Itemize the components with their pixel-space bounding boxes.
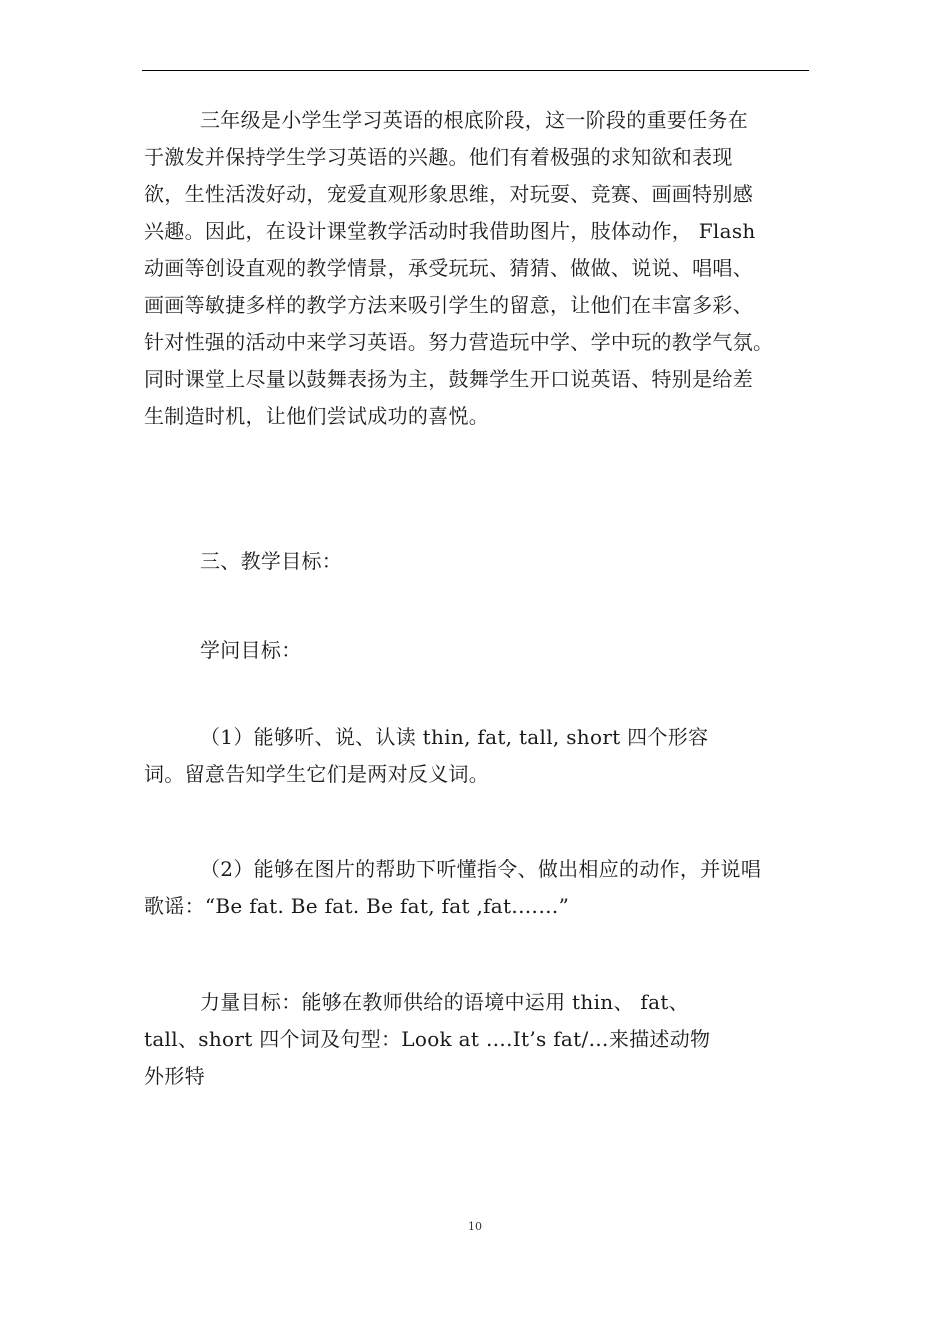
section-heading-text: 三、教学目标： xyxy=(200,549,343,573)
text-line: 兴趣。因此，在设计课堂教学活动时我借助图片，肢体动作， Flash xyxy=(144,219,756,243)
text-line: 力量目标：能够在教师供给的语境中运用 thin、 fat、 xyxy=(200,990,689,1014)
text-line: 三年级是小学生学习英语的根底阶段，这一阶段的重要任务在 xyxy=(200,108,749,132)
section-heading xyxy=(144,543,816,580)
text-line: 同时课堂上尽量以鼓舞表扬为主，鼓舞学生开口说英语、特别是给差 xyxy=(144,367,753,391)
text-line: （2）能够在图片的帮助下听懂指令、做出相应的动作，并说唱 xyxy=(200,857,762,881)
objective-1 xyxy=(144,719,816,793)
objective-2 xyxy=(144,851,816,925)
text-line: （1）能够听、说、认读 thin, fat, tall, short 四个形容 xyxy=(200,725,709,749)
text-line: tall、short 四个词及句型：Look at ….It’s fat/…来描述动物 xyxy=(144,1027,711,1051)
ability-paragraph xyxy=(144,984,816,1095)
text-line: 针对性强的活动中来学习英语。努力营造玩中学、学中玩的教学气氛。 xyxy=(144,330,774,354)
knowledge-heading-text: 学问目标： xyxy=(200,638,302,662)
text-line: 生制造时机，让他们尝试成功的喜悦。 xyxy=(144,404,490,428)
text-line: 画画等敏捷多样的教学方法来吸引学生的留意，让他们在丰富多彩、 xyxy=(144,293,753,317)
text-line: 动画等创设直观的教学情景，承受玩玩、猜猜、做做、说说、唱唱、 xyxy=(144,256,753,280)
text-line: 欲，生性活泼好动，宠爱直观形象思维，对玩耍、竞赛、画画特别感 xyxy=(144,182,753,206)
intro-paragraph xyxy=(144,102,816,435)
header-rule xyxy=(142,70,809,71)
text-line: 词。留意告知学生它们是两对反义词。 xyxy=(144,762,490,786)
text-line: 歌谣：“Be fat. Be fat. Be fat, fat ,fat.……” xyxy=(144,894,570,918)
page-number: 10 xyxy=(468,1220,482,1233)
knowledge-heading xyxy=(144,632,816,669)
text-line: 于激发并保持学生学习英语的兴趣。他们有着极强的求知欲和表现 xyxy=(144,145,733,169)
text-line: 外形特 xyxy=(144,1064,205,1088)
